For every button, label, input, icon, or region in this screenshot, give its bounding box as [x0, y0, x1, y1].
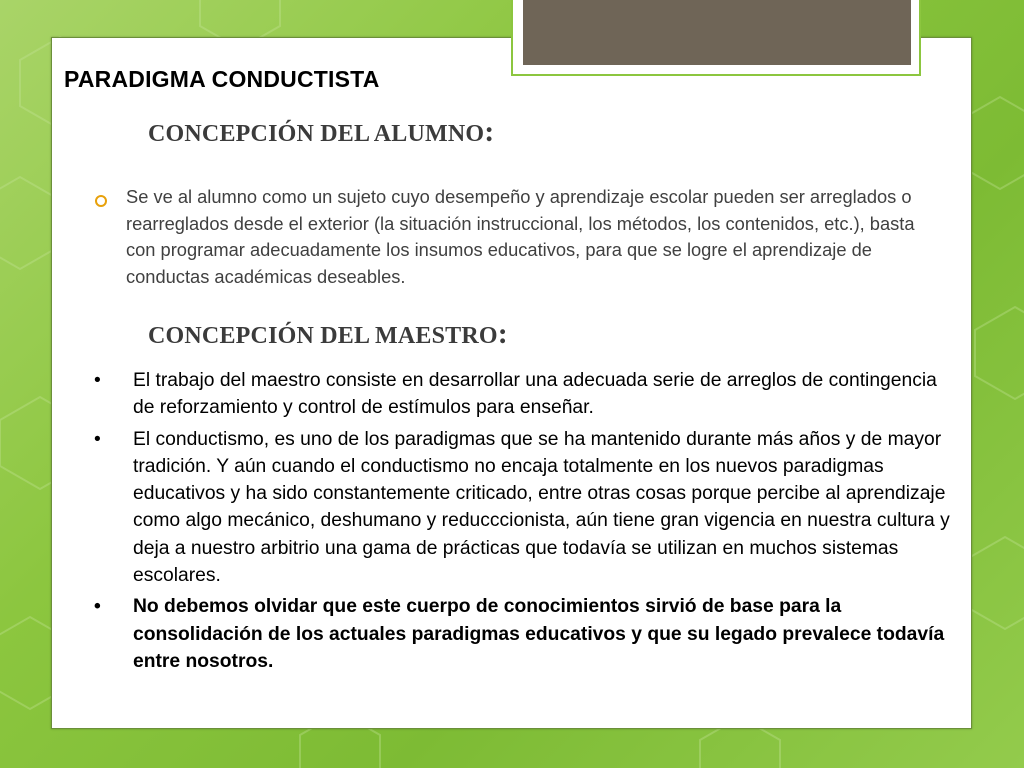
- header-photo: [523, 0, 911, 65]
- bullet-icon: •: [94, 428, 101, 450]
- student-concept-heading: [148, 115, 494, 149]
- list-item-text: El conductismo, es uno de los paradigmas que se ha mantenido durante más años y de mayor tradición. Y aún cuando el conductismo no encaja totalmente en los nuevos paradigmas educativos y ha sido constantemente criticado, entre otras cosas porque percibe al aprendizaje como algo mecánico, deshumano y reducccionista, aún tiene gran vigencia en nuestra cultura y deja a nuestro arbitrio una gama de prácticas que todavía se utilizan en muchos sistemas escolares.: [133, 428, 950, 587]
- list-item-text: El trabajo del maestro consiste en desarrollar una adecuada serie de arreglos de contingencia de reforzamiento y control de estímulos para enseñar.: [133, 370, 937, 419]
- teacher-concept-heading-colon: :: [497, 317, 508, 350]
- teacher-concept-heading: [148, 317, 508, 351]
- list-item: [92, 593, 952, 675]
- student-concept-heading-text: CONCEPCIÓN DEL ALUMNO: [148, 121, 485, 147]
- slide-title: PARADIGMA CONDUCTISTA: [64, 66, 380, 92]
- header-photo-frame: [511, 0, 921, 76]
- list-item: [92, 367, 952, 422]
- bullet-icon: •: [94, 596, 101, 618]
- student-concept-paragraph: Se ve al alumno como un sujeto cuyo desempeño y aprendizaje escolar pueden ser arreglados o rearreglados desde el exterior (la situación instruccional, los métodos, los contenidos, etc.), basta con programar adecuadamente los insumos educativos, para que se logre el aprendizaje de conductas académicas deseables.: [126, 186, 915, 287]
- teacher-concept-heading-text: CONCEPCIÓN DEL MAESTRO: [148, 323, 498, 349]
- orange-circle-bullet-icon: [95, 195, 107, 207]
- student-concept-heading-colon: :: [484, 115, 495, 148]
- list-item-text: No debemos olvidar que este cuerpo de conocimientos sirvió de base para la consolidación de los actuales paradigmas educativos y que su legado prevalece todavía entre nosotros.: [133, 596, 945, 672]
- bullet-icon: •: [94, 370, 101, 391]
- list-item: [92, 426, 952, 590]
- teacher-concept-list: [92, 367, 952, 679]
